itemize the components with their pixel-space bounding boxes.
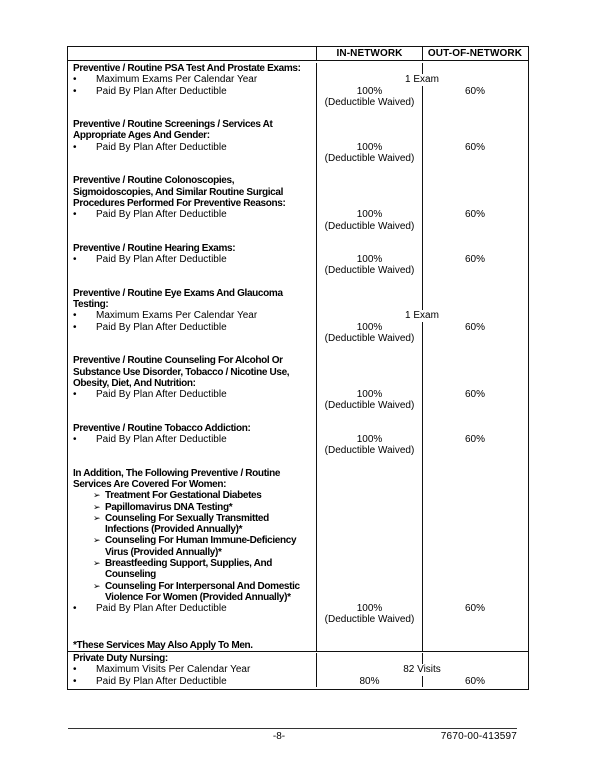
service-item-text <box>68 569 316 580</box>
in-network-value-cell: (Deductible Waived) <box>316 153 422 164</box>
service-text-cell <box>68 344 316 355</box>
section-spacer <box>68 344 528 355</box>
service-item-text: Paid By Plan After Deductible <box>96 603 227 615</box>
service-title-row <box>68 299 528 310</box>
service-title: In Addition, The Following Preventive / Routine <box>73 467 281 479</box>
service-title-row <box>68 130 528 141</box>
in-network-value-cell <box>316 198 422 209</box>
in-network-value-cell: (Deductible Waived) <box>316 400 422 411</box>
in-network-value-cell: 100% <box>316 86 422 97</box>
service-item-row <box>68 513 528 524</box>
value-continuation-row <box>68 153 528 164</box>
out-of-network-value-cell <box>422 423 527 434</box>
service-title-row <box>68 243 528 254</box>
dot-bullet-icon: • <box>73 434 77 446</box>
out-of-network-value-cell <box>422 653 527 664</box>
service-item-text: Paid By Plan After Deductible <box>96 321 227 333</box>
out-of-network-value-cell <box>422 581 527 592</box>
service-text-cell <box>68 164 316 175</box>
service-item-text: Paid By Plan After Deductible <box>96 141 227 153</box>
service-item-row <box>68 524 528 535</box>
service-item-text: Paid By Plan After Deductible <box>96 85 227 97</box>
value-continuation-row <box>68 97 528 108</box>
in-network-value-cell: 100% <box>316 322 422 333</box>
service-item-text <box>68 603 316 614</box>
in-network-value-cell <box>316 378 422 389</box>
dot-bullet-icon: • <box>73 209 77 221</box>
service-title-row <box>68 423 528 434</box>
service-item-text <box>68 502 316 513</box>
in-network-value-cell <box>316 626 422 640</box>
service-item-text: Paid By Plan After Deductible <box>96 209 227 221</box>
shared-value-cell: 82 Visits <box>316 664 527 675</box>
service-title <box>68 653 316 664</box>
in-network-value-cell <box>316 558 422 569</box>
service-title-row <box>68 63 528 74</box>
service-title <box>68 288 316 299</box>
service-title: Preventive / Routine Screenings / Services At <box>73 119 273 131</box>
service-title <box>68 378 316 389</box>
in-network-value-cell <box>316 653 422 664</box>
service-item-row <box>68 434 528 445</box>
out-of-network-value-cell <box>422 175 527 186</box>
service-item-text: Maximum Exams Per Calendar Year <box>96 74 258 86</box>
out-of-network-value-cell <box>422 535 527 546</box>
in-network-value-cell: 100% <box>316 389 422 400</box>
section-spacer <box>68 626 528 640</box>
service-item-text <box>68 389 316 400</box>
service-item-row <box>68 322 528 333</box>
in-network-value-cell: (Deductible Waived) <box>316 445 422 456</box>
in-network-value-cell: 100% <box>316 142 422 153</box>
service-item-text: Paid By Plan After Deductible <box>96 254 227 266</box>
out-of-network-value-cell <box>422 355 527 366</box>
service-title: Preventive / Routine Counseling For Alcohol Or <box>73 355 283 367</box>
service-title: Sigmoidoscopies, And Similar Routine Surgical <box>73 186 284 198</box>
service-item-row <box>68 389 528 400</box>
in-network-value-cell <box>316 119 422 130</box>
service-item-text <box>68 513 316 524</box>
in-network-value-cell <box>316 187 422 198</box>
service-text-cell <box>68 400 316 411</box>
service-title-row <box>68 175 528 186</box>
service-item-text <box>68 558 316 569</box>
dot-bullet-icon: • <box>73 664 77 676</box>
out-of-network-value-cell <box>422 558 527 569</box>
out-of-network-value-cell <box>422 513 527 524</box>
service-title-row <box>68 355 528 366</box>
service-item-row <box>68 676 528 687</box>
in-network-value-cell <box>316 63 422 74</box>
service-item-text: Breastfeeding Support, Supplies, And <box>105 557 273 569</box>
in-network-value-cell <box>316 592 422 603</box>
out-of-network-value-cell <box>422 63 527 74</box>
out-of-network-value-cell <box>422 614 527 625</box>
out-of-network-value-cell <box>422 626 527 640</box>
service-title <box>68 468 316 479</box>
service-item-text <box>68 592 316 603</box>
out-of-network-value-cell <box>422 592 527 603</box>
section-spacer <box>68 277 528 288</box>
arrow-bullet-icon: ➢ <box>93 502 101 513</box>
value-continuation-row <box>68 221 528 232</box>
out-of-network-value-cell <box>422 119 527 130</box>
service-text-cell <box>68 97 316 108</box>
service-title: Preventive / Routine Tobacco Addiction: <box>73 422 251 434</box>
service-item-text <box>68 310 316 321</box>
in-network-value-cell <box>316 299 422 310</box>
in-network-value-cell <box>316 468 422 479</box>
in-network-value-cell: (Deductible Waived) <box>316 614 422 625</box>
service-text-cell <box>68 232 316 243</box>
service-item-row <box>68 86 528 97</box>
in-network-value-cell <box>316 108 422 119</box>
service-title <box>68 243 316 254</box>
out-of-network-value-cell <box>422 164 527 175</box>
out-of-network-value-cell <box>422 457 527 468</box>
out-of-network-value-cell: 60% <box>422 254 527 265</box>
service-item-row <box>68 581 528 592</box>
out-of-network-value-cell: 60% <box>422 676 527 687</box>
in-network-value-cell: 80% <box>316 676 422 687</box>
in-network-value-cell: (Deductible Waived) <box>316 221 422 232</box>
shared-value-cell: 1 Exam <box>316 74 527 85</box>
out-of-network-value-cell <box>422 378 527 389</box>
service-text-cell <box>68 626 316 640</box>
service-text-cell <box>68 277 316 288</box>
service-title <box>68 367 316 378</box>
out-of-network-value-cell <box>422 490 527 501</box>
out-of-network-value-cell: 60% <box>422 603 527 614</box>
service-title: Preventive / Routine Hearing Exams: <box>73 242 236 254</box>
out-of-network-value-cell <box>422 367 527 378</box>
in-network-value-cell <box>316 490 422 501</box>
service-item-text: Counseling <box>105 569 156 581</box>
arrow-bullet-icon: ➢ <box>93 536 101 547</box>
dot-bullet-icon: • <box>73 389 77 401</box>
service-item-text <box>68 86 316 97</box>
dot-bullet-icon: • <box>73 603 77 615</box>
value-continuation-row <box>68 614 528 625</box>
in-network-value-cell <box>316 243 422 254</box>
service-item-text <box>68 74 316 85</box>
in-network-value-cell: (Deductible Waived) <box>316 265 422 276</box>
service-item-row <box>68 310 528 321</box>
out-of-network-value-cell <box>422 569 527 580</box>
in-network-value-cell <box>316 479 422 490</box>
service-item-row <box>68 569 528 580</box>
page-number: -8- <box>272 731 286 742</box>
service-item-text: Treatment For Gestational Diabetes <box>105 490 262 502</box>
service-title <box>68 479 316 490</box>
shared-value-cell: 1 Exam <box>316 310 527 321</box>
dot-bullet-icon: • <box>73 141 77 153</box>
section-spacer <box>68 232 528 243</box>
out-of-network-value-cell <box>422 468 527 479</box>
service-item-text <box>68 524 316 535</box>
service-item-text <box>68 664 316 675</box>
section-spacer <box>68 164 528 175</box>
service-item-text <box>68 209 316 220</box>
service-item-row <box>68 74 528 85</box>
out-of-network-value-cell <box>422 299 527 310</box>
service-title: Procedures Performed For Preventive Reasons: <box>73 197 286 209</box>
out-of-network-value-cell <box>422 412 527 423</box>
in-network-value-cell <box>316 355 422 366</box>
value-continuation-row <box>68 400 528 411</box>
out-of-network-value-cell <box>422 333 527 344</box>
service-item-row <box>68 209 528 220</box>
footnote-text <box>68 640 316 651</box>
in-network-value-cell: 100% <box>316 209 422 220</box>
in-network-value-cell <box>316 367 422 378</box>
out-of-network-value-cell <box>422 130 527 141</box>
service-title-row <box>68 378 528 389</box>
out-of-network-value-cell <box>422 479 527 490</box>
benefits-table <box>67 46 529 690</box>
service-text-cell <box>68 265 316 276</box>
out-of-network-value-cell <box>422 232 527 243</box>
value-continuation-row <box>68 445 528 456</box>
service-title <box>68 63 316 74</box>
out-of-network-value-cell <box>422 187 527 198</box>
in-network-value-cell <box>316 288 422 299</box>
out-of-network-value-cell <box>422 344 527 355</box>
service-item-text: Counseling For Sexually Transmitted <box>105 512 269 524</box>
service-text-cell <box>68 333 316 344</box>
dot-bullet-icon: • <box>73 321 77 333</box>
service-title: Appropriate Ages And Gender: <box>73 130 210 142</box>
in-network-value-cell <box>316 130 422 141</box>
out-of-network-value-cell: 60% <box>422 434 527 445</box>
section-spacer <box>68 457 528 468</box>
service-title <box>68 423 316 434</box>
in-network-value-cell <box>316 457 422 468</box>
service-title-row <box>68 468 528 479</box>
service-title: Substance Use Disorder, Tobacco / Nicotine Use, <box>73 366 290 378</box>
service-title-row <box>68 653 528 664</box>
in-network-value-cell <box>316 535 422 546</box>
out-of-network-value-cell <box>422 265 527 276</box>
out-of-network-value-cell: 60% <box>422 389 527 400</box>
arrow-bullet-icon: ➢ <box>93 491 101 502</box>
in-network-value-cell: (Deductible Waived) <box>316 333 422 344</box>
service-item-text: Maximum Exams Per Calendar Year <box>96 310 258 322</box>
service-title-row <box>68 288 528 299</box>
service-item-row <box>68 490 528 501</box>
service-item-text: Infections (Provided Annually)* <box>105 524 243 536</box>
table-header-row <box>68 47 528 61</box>
in-network-value-cell <box>316 640 422 651</box>
in-network-value-cell <box>316 344 422 355</box>
in-network-value-cell <box>316 412 422 423</box>
service-item-text: Counseling For Human Immune-Deficiency <box>105 535 297 547</box>
out-of-network-value-cell: 60% <box>422 86 527 97</box>
out-of-network-value-cell: 60% <box>422 322 527 333</box>
service-title <box>68 299 316 310</box>
service-item-text <box>68 535 316 546</box>
in-network-value-cell: 100% <box>316 434 422 445</box>
service-item-text: Paid By Plan After Deductible <box>96 434 227 446</box>
service-title: Preventive / Routine Colonoscopies, <box>73 175 235 187</box>
out-of-network-value-cell <box>422 108 527 119</box>
in-network-value-cell <box>316 502 422 513</box>
service-title: Preventive / Routine Eye Exams And Glaucoma <box>73 287 283 299</box>
out-of-network-value-cell <box>422 97 527 108</box>
service-title-row <box>68 187 528 198</box>
service-item-text <box>68 142 316 153</box>
dot-bullet-icon: • <box>73 310 77 322</box>
service-title: Preventive / Routine PSA Test And Prostate Exams: <box>73 63 301 74</box>
in-network-value-cell <box>316 581 422 592</box>
service-item-text <box>68 322 316 333</box>
in-network-value-cell <box>316 277 422 288</box>
out-of-network-column-header: OUT-OF-NETWORK <box>422 47 527 60</box>
dot-bullet-icon: • <box>73 675 77 687</box>
in-network-value-cell <box>316 232 422 243</box>
out-of-network-value-cell <box>422 221 527 232</box>
out-of-network-value-cell <box>422 524 527 535</box>
service-item-text: Paid By Plan After Deductible <box>96 389 227 401</box>
in-network-value-cell <box>316 547 422 558</box>
out-of-network-value-cell <box>422 445 527 456</box>
section-spacer <box>68 412 528 423</box>
service-column-header <box>68 47 316 60</box>
service-item-text: Paid By Plan After Deductible <box>96 675 227 687</box>
service-text-cell <box>68 108 316 119</box>
out-of-network-value-cell <box>422 153 527 164</box>
section-spacer <box>68 108 528 119</box>
out-of-network-value-cell <box>422 640 527 651</box>
service-item-row <box>68 664 528 675</box>
in-network-value-cell <box>316 513 422 524</box>
service-item-row <box>68 535 528 546</box>
service-item-row <box>68 592 528 603</box>
service-title <box>68 175 316 186</box>
service-title: Obesity, Diet, And Nutrition: <box>73 377 196 389</box>
service-item-text: Maximum Visits Per Calendar Year <box>96 664 251 676</box>
out-of-network-value-cell <box>422 288 527 299</box>
arrow-bullet-icon: ➢ <box>93 513 101 524</box>
out-of-network-value-cell <box>422 243 527 254</box>
service-title-row <box>68 479 528 490</box>
out-of-network-value-cell <box>422 400 527 411</box>
service-title <box>68 187 316 198</box>
in-network-value-cell <box>316 175 422 186</box>
service-text-cell <box>68 153 316 164</box>
service-item-text: Virus (Provided Annually)* <box>105 546 222 558</box>
service-title: Testing: <box>73 299 109 311</box>
out-of-network-value-cell <box>422 198 527 209</box>
arrow-bullet-icon: ➢ <box>93 558 101 569</box>
in-network-value-cell <box>316 423 422 434</box>
service-item-row <box>68 502 528 513</box>
service-item-text: Violence For Women (Provided Annually)* <box>105 591 291 603</box>
service-item-text <box>68 547 316 558</box>
service-item-text <box>68 434 316 445</box>
service-text-cell <box>68 221 316 232</box>
in-network-value-cell <box>316 569 422 580</box>
out-of-network-value-cell: 60% <box>422 142 527 153</box>
service-item-text <box>68 676 316 687</box>
value-continuation-row <box>68 265 528 276</box>
out-of-network-value-cell <box>422 547 527 558</box>
out-of-network-value-cell <box>422 277 527 288</box>
service-title <box>68 130 316 141</box>
service-title-row <box>68 367 528 378</box>
service-text-cell <box>68 614 316 625</box>
footer-divider <box>68 728 517 729</box>
service-text-cell <box>68 457 316 468</box>
out-of-network-value-cell <box>422 502 527 513</box>
service-item-row <box>68 603 528 614</box>
service-item-text: Counseling For Interpersonal And Domestic <box>105 580 300 592</box>
in-network-column-header: IN-NETWORK <box>316 47 422 60</box>
service-text-cell <box>68 445 316 456</box>
service-item-text <box>68 581 316 592</box>
service-title <box>68 119 316 130</box>
service-title-row <box>68 119 528 130</box>
service-title: Private Duty Nursing: <box>73 653 168 665</box>
dot-bullet-icon: • <box>73 74 77 86</box>
arrow-bullet-icon: ➢ <box>93 581 101 592</box>
in-network-value-cell: (Deductible Waived) <box>316 97 422 108</box>
service-title: Services Are Covered For Women: <box>73 478 227 490</box>
value-continuation-row <box>68 333 528 344</box>
dot-bullet-icon: • <box>73 85 77 97</box>
table-body <box>68 61 528 651</box>
private-duty-nursing-row <box>68 651 528 689</box>
footnote-text: *These Services May Also Apply To Men. <box>73 639 253 651</box>
service-item-text <box>68 254 316 265</box>
service-item-text: Papillomavirus DNA Testing* <box>105 501 233 513</box>
service-item-row <box>68 547 528 558</box>
footnote-row <box>68 640 528 651</box>
service-title-row <box>68 198 528 209</box>
service-title <box>68 355 316 366</box>
service-text-cell <box>68 412 316 423</box>
service-item-text <box>68 490 316 501</box>
service-item-row <box>68 558 528 569</box>
document-number: 7670-00-413597 <box>440 731 517 742</box>
in-network-value-cell: 100% <box>316 254 422 265</box>
service-item-row <box>68 254 528 265</box>
in-network-value-cell <box>316 524 422 535</box>
service-item-row <box>68 142 528 153</box>
in-network-value-cell: 100% <box>316 603 422 614</box>
out-of-network-value-cell: 60% <box>422 209 527 220</box>
in-network-value-cell <box>316 164 422 175</box>
service-title <box>68 198 316 209</box>
dot-bullet-icon: • <box>73 254 77 266</box>
